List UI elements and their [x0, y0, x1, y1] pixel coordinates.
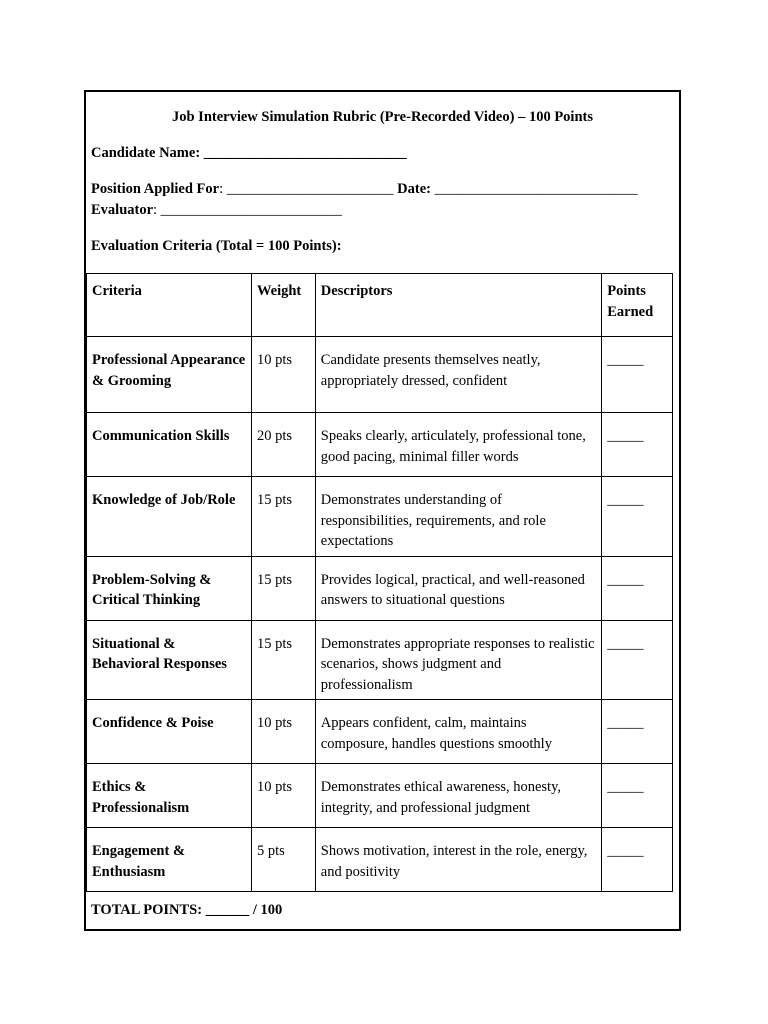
- row-weight: 10 pts: [251, 764, 315, 828]
- row-descriptor: Demonstrates understanding of responsibilities, requirements, and role expectations: [315, 477, 601, 557]
- position-date-line: [91, 181, 638, 198]
- row-weight: 10 pts: [251, 337, 315, 413]
- evaluator-label: Evaluator: [91, 202, 154, 218]
- criteria-heading: Evaluation Criteria (Total = 100 Points):: [91, 238, 342, 254]
- row-descriptor: Demonstrates ethical awareness, honesty, integrity, and professional judgment: [315, 764, 601, 828]
- row-weight: 5 pts: [251, 828, 315, 892]
- row-descriptor: Appears confident, calm, maintains composure, handles questions smoothly: [315, 700, 601, 764]
- position-label: Position Applied For: [91, 181, 220, 197]
- rubric-document: [84, 90, 681, 931]
- table-row: [87, 337, 673, 413]
- row-weight: 15 pts: [251, 556, 315, 620]
- table-row: [87, 556, 673, 620]
- table-header-row: [87, 274, 673, 337]
- row-descriptor: Demonstrates appropriate responses to realistic scenarios, shows judgment and professionalism: [315, 620, 601, 700]
- row-weight: 10 pts: [251, 700, 315, 764]
- header-criteria: Criteria: [87, 274, 252, 337]
- row-criteria: Engagement & Enthusiasm: [87, 828, 252, 892]
- evaluator-line: [91, 202, 342, 219]
- row-descriptor: Shows motivation, interest in the role, energy, and positivity: [315, 828, 601, 892]
- header-points-earned: Points Earned: [602, 274, 673, 337]
- row-criteria: Situational & Behavioral Responses: [87, 620, 252, 700]
- date-blank: ____________________________: [430, 181, 638, 197]
- row-points-blank: _____: [602, 413, 673, 477]
- row-descriptor: Speaks clearly, articulately, professional tone, good pacing, minimal filler words: [315, 413, 601, 477]
- rubric-table: [86, 273, 673, 892]
- row-points-blank: _____: [602, 620, 673, 700]
- row-weight: 15 pts: [251, 477, 315, 557]
- table-row: [87, 700, 673, 764]
- table-row: [87, 477, 673, 557]
- document-title: Job Interview Simulation Rubric (Pre-Recorded Video) – 100 Points: [171, 109, 593, 125]
- candidate-name-blank: ____________________________: [200, 145, 407, 161]
- header-descriptors: Descriptors: [315, 274, 601, 337]
- row-criteria: Knowledge of Job/Role: [87, 477, 252, 557]
- row-criteria: Ethics & Professionalism: [87, 764, 252, 828]
- row-descriptor: Candidate presents themselves neatly, appropriately dressed, confident: [315, 337, 601, 413]
- table-row: [87, 620, 673, 700]
- evaluator-blank: : _________________________: [153, 202, 342, 218]
- table-row: [87, 764, 673, 828]
- header-weight: Weight: [251, 274, 315, 337]
- date-label: Date:: [393, 181, 431, 197]
- row-criteria: Confidence & Poise: [87, 700, 252, 764]
- row-descriptor: Provides logical, practical, and well-reasoned answers to situational questions: [315, 556, 601, 620]
- total-points: TOTAL POINTS: ______ / 100: [91, 902, 283, 918]
- candidate-name-line: [91, 145, 407, 162]
- table-row: [87, 413, 673, 477]
- row-points-blank: _____: [602, 477, 673, 557]
- row-points-blank: _____: [602, 700, 673, 764]
- row-weight: 15 pts: [251, 620, 315, 700]
- position-blank: : _______________________: [219, 181, 394, 197]
- row-points-blank: _____: [602, 337, 673, 413]
- row-points-blank: _____: [602, 828, 673, 892]
- candidate-name-label: Candidate Name:: [91, 145, 201, 161]
- row-points-blank: _____: [602, 556, 673, 620]
- row-criteria: Communication Skills: [87, 413, 252, 477]
- row-points-blank: _____: [602, 764, 673, 828]
- table-row: [87, 828, 673, 892]
- row-weight: 20 pts: [251, 413, 315, 477]
- row-criteria: Professional Appearance & Grooming: [87, 337, 252, 413]
- row-criteria: Problem-Solving & Critical Thinking: [87, 556, 252, 620]
